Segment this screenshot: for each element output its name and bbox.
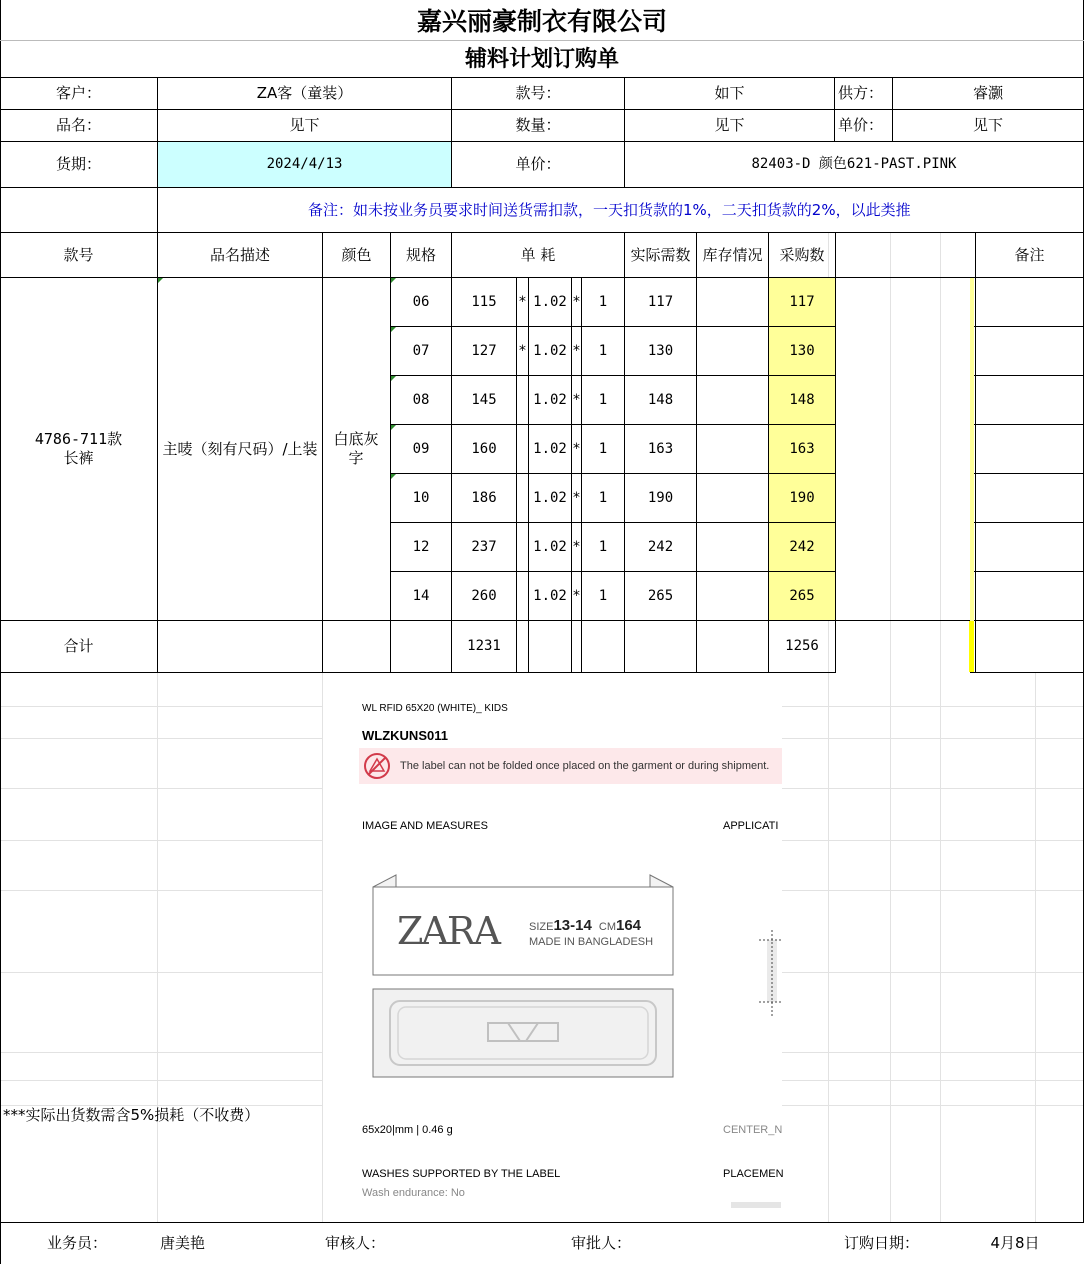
factor-cell: 1.02 — [533, 489, 567, 506]
factor-cell: 1.02 — [533, 293, 567, 310]
center-text: CENTER_N — [723, 1124, 783, 1136]
measure-text: 65x20|mm | 0.46 g — [362, 1124, 453, 1136]
size-cell: 09 — [412, 440, 430, 457]
label-drawing — [368, 873, 688, 1083]
product-label: 品名： — [55, 116, 101, 134]
placement-bar — [731, 1202, 781, 1208]
multiply-sign-1: * — [518, 293, 527, 310]
size-line — [529, 917, 641, 934]
multiplier-cell: 1 — [598, 538, 608, 555]
stock-cell — [697, 523, 768, 571]
factor-cell: 1.02 — [533, 587, 567, 604]
wash-endurance: Wash endurance: No — [362, 1187, 465, 1199]
qty-cell: 145 — [471, 391, 497, 408]
warning-banner — [359, 748, 782, 784]
multiply-sign-2: * — [572, 293, 581, 310]
approver-label: 审批人： — [571, 1234, 632, 1252]
qty-value: 见下 — [714, 116, 745, 134]
unit-price-value: 见下 — [972, 116, 1003, 134]
multiply-sign-1 — [517, 572, 528, 620]
application-heading: APPLICATI — [723, 820, 779, 832]
multiply-sign-1 — [517, 425, 528, 473]
desc-cell: 主唛（刻有尺码）/上装 — [162, 439, 318, 458]
stock-cell — [697, 376, 768, 424]
need-cell: 163 — [647, 440, 674, 457]
factor-cell: 1.02 — [533, 391, 567, 408]
header-purchase: 采购数 — [779, 245, 825, 264]
qty-cell: 127 — [471, 342, 497, 359]
factor-cell: 1.02 — [533, 538, 567, 555]
sales-value: 唐美艳 — [160, 1234, 206, 1252]
purchase-cell[interactable]: 190 — [769, 474, 835, 522]
qty-label: 数量： — [515, 116, 561, 134]
stock-cell — [697, 572, 768, 620]
size-cell: 10 — [412, 489, 430, 506]
multiplier-cell: 1 — [598, 489, 608, 506]
multiply-sign-2: * — [572, 391, 581, 408]
company-name: 嘉兴丽豪制衣有限公司 — [416, 7, 667, 36]
header-color: 颜色 — [341, 245, 372, 264]
header-remark: 备注 — [1014, 245, 1045, 264]
product-value: 见下 — [289, 116, 320, 134]
need-cell: 117 — [647, 293, 674, 310]
customer-value: ZA客（童装） — [256, 84, 353, 102]
multiply-sign-2: * — [572, 342, 581, 359]
image-heading: IMAGE AND MEASURES — [362, 820, 488, 832]
application-sketch — [757, 930, 787, 1020]
header-style-no: 款号 — [63, 245, 94, 264]
purchase-cell[interactable]: 242 — [769, 523, 835, 571]
delivery-label: 货期： — [55, 155, 101, 173]
multiplier-cell: 1 — [598, 587, 608, 604]
cm-prefix: CM — [598, 921, 616, 933]
loss-note: ***实际出货数需含5%损耗（不收费） — [3, 1106, 260, 1124]
rfid-label-spec-image — [323, 690, 782, 1210]
total-purchase: 1256 — [785, 638, 819, 654]
style-label: 款号： — [515, 84, 561, 102]
multiply-sign-2: * — [572, 440, 581, 457]
price2-label: 单价： — [515, 155, 561, 173]
purchase-cell[interactable]: 265 — [769, 572, 835, 620]
placement-heading: PLACEMEN — [723, 1168, 784, 1180]
date-label: 订购日期： — [844, 1234, 920, 1252]
qty-cell: 160 — [471, 440, 497, 457]
header-need: 实际需数 — [630, 245, 691, 264]
need-cell: 190 — [647, 489, 674, 506]
style-no-cell: 4786-711款 长裤 — [34, 430, 123, 467]
qty-cell: 186 — [471, 489, 497, 506]
header-stock: 库存情况 — [702, 245, 763, 264]
need-cell: 242 — [647, 538, 674, 555]
stock-cell — [697, 474, 768, 522]
supplier-label: 供方： — [838, 84, 884, 102]
supplier-value: 睿灏 — [972, 84, 1003, 102]
reviewer-label: 审核人： — [325, 1234, 386, 1252]
purchase-cell[interactable]: 148 — [769, 376, 835, 424]
header-desc: 品名描述 — [209, 245, 270, 264]
multiplier-cell: 1 — [598, 342, 608, 359]
size-prefix: SIZE — [529, 921, 554, 933]
total-qty: 1231 — [467, 638, 501, 654]
multiplier-cell: 1 — [598, 293, 608, 310]
qty-cell: 237 — [471, 538, 497, 555]
size-cell: 12 — [412, 538, 430, 555]
multiply-sign-2: * — [572, 538, 581, 555]
washes-heading: WASHES SUPPORTED BY THE LABEL — [362, 1168, 561, 1180]
delivery-value[interactable]: 2024/4/13 — [158, 142, 451, 187]
stock-cell — [697, 327, 768, 375]
document-title: 辅料计划订购单 — [464, 46, 619, 72]
multiplier-cell: 1 — [598, 440, 608, 457]
sales-label: 业务员： — [47, 1234, 108, 1252]
multiply-sign-2: * — [572, 489, 581, 506]
price2-value: 82403-D 颜色621-PAST.PINK — [751, 156, 957, 172]
cm-value: 164 — [616, 917, 642, 934]
style-value: 如下 — [714, 84, 745, 102]
size-cell: 08 — [412, 391, 430, 408]
qty-cell: 115 — [471, 293, 497, 310]
brand-logo: ZARA — [397, 909, 499, 953]
unit-price-label: 单价： — [838, 116, 884, 134]
need-cell: 148 — [647, 391, 674, 408]
qty-cell: 260 — [471, 587, 497, 604]
need-cell: 130 — [647, 342, 674, 359]
purchase-cell[interactable]: 163 — [769, 425, 835, 473]
factor-cell: 1.02 — [533, 440, 567, 457]
label-name: WL RFID 65X20 (WHITE)_ KIDS — [362, 703, 508, 714]
header-size: 规格 — [405, 245, 436, 264]
size-cell: 06 — [412, 293, 430, 310]
multiply-sign-1: * — [518, 342, 527, 359]
made-in: MADE IN BANGLADESH — [529, 936, 654, 948]
factor-cell: 1.02 — [533, 342, 567, 359]
multiplier-cell: 1 — [598, 391, 608, 408]
color-cell: 白底灰字 — [333, 430, 379, 467]
header-consumption: 单 耗 — [520, 245, 556, 264]
size-cell: 14 — [412, 587, 430, 604]
customer-label: 客户： — [55, 84, 101, 102]
stock-cell — [697, 425, 768, 473]
remark-note: 备注：如未按业务员要求时间送货需扣款，一天扣货款的1%，二天扣货款的2%，以此类推 — [308, 200, 911, 219]
purchase-cell[interactable]: 117 — [769, 278, 835, 326]
need-cell: 265 — [647, 587, 674, 604]
date-value: 4月8日 — [990, 1234, 1040, 1252]
multiply-sign-1 — [517, 376, 528, 424]
multiply-sign-1 — [517, 474, 528, 522]
warning-text: The label can not be folded once placed on the garment or during shipment. — [400, 760, 770, 772]
purchase-cell[interactable]: 130 — [769, 327, 835, 375]
stock-cell — [697, 278, 768, 326]
total-label: 合计 — [63, 637, 94, 655]
no-fold-icon — [362, 751, 392, 781]
multiply-sign-1 — [517, 523, 528, 571]
size-cell: 07 — [412, 342, 430, 359]
multiply-sign-2: * — [572, 587, 581, 604]
size-value: 13-14 — [553, 917, 592, 934]
label-code: WLZKUNS011 — [362, 728, 448, 743]
